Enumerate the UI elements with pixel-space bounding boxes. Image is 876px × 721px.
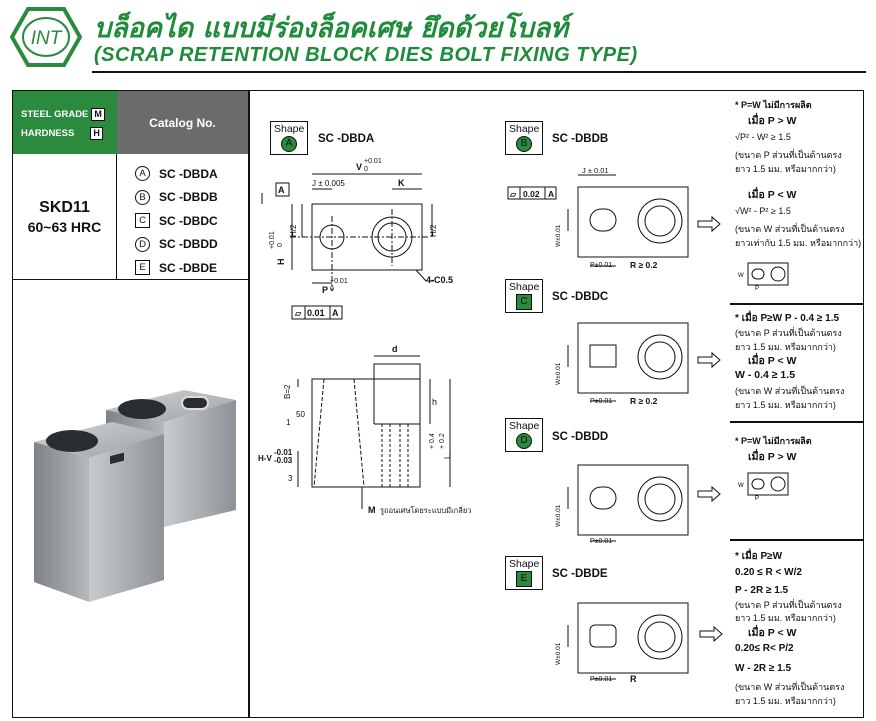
badge-b: B bbox=[135, 190, 150, 205]
shape-tag-c: Shape C bbox=[505, 279, 543, 313]
note-c2: (ขนาด P ส่วนที่เป็นด้านตรง bbox=[735, 328, 842, 338]
badge-c: C bbox=[135, 213, 150, 228]
catalog-item bbox=[135, 162, 218, 186]
catalog-item bbox=[135, 256, 218, 280]
catalog-header: Catalog No. bbox=[117, 91, 248, 154]
dim-l-tol1: + 0.4 bbox=[429, 433, 436, 449]
catalog-item bbox=[135, 186, 218, 210]
note-b9: ยาวเท่ากับ 1.5 มม. หรือมากกว่า) bbox=[735, 238, 862, 248]
dim-v-tol0: 0 bbox=[364, 166, 368, 173]
dim-one: 1 bbox=[286, 418, 291, 427]
dim-h-tol: +0.01 bbox=[269, 231, 276, 249]
dim-b-flat002: 0.02 bbox=[523, 189, 540, 199]
note-e9: (ขนาด W ส่วนที่เป็นด้านตรง bbox=[735, 682, 845, 692]
dim-p-tol0: 0 bbox=[330, 286, 334, 293]
catalog-item bbox=[135, 233, 218, 257]
block-front bbox=[34, 422, 164, 602]
shape-b-symbol: B bbox=[516, 136, 532, 152]
note-b5: ยาว 1.5 มม. หรือมากกว่า) bbox=[735, 164, 836, 174]
dim-e-w001: W±0.01 bbox=[555, 642, 562, 665]
note-c3: ยาว 1.5 มม. หรือมากกว่า) bbox=[735, 342, 836, 352]
drawing-e-body bbox=[578, 603, 688, 673]
note-e10: ยาว 1.5 มม. หรือมากกว่า) bbox=[735, 696, 836, 706]
dim-b-ref: A bbox=[548, 189, 555, 199]
drawings-area bbox=[250, 91, 730, 717]
note-e3: P - 2R ≥ 1.5 bbox=[735, 585, 789, 596]
product-photo bbox=[14, 282, 247, 716]
dim-h-small: h bbox=[432, 397, 438, 407]
dim-hv-tol1: -0.01 bbox=[274, 448, 293, 457]
steel-grade-box bbox=[13, 91, 117, 154]
note-e4: (ขนาด P ส่วนที่เป็นด้านตรง bbox=[735, 600, 842, 610]
catalog-item bbox=[135, 209, 218, 233]
steel-grade-tag: M bbox=[91, 108, 105, 121]
note-e1: * เมื่อ P≥W bbox=[735, 551, 783, 562]
catalog-code: SC -DBDE bbox=[159, 260, 218, 275]
badge-d: D bbox=[135, 237, 150, 252]
title-english: (SCRAP RETENTION BLOCK DIES BOLT FIXING TYPE) bbox=[94, 44, 638, 66]
mini-b-w: W bbox=[738, 273, 744, 279]
badge-a: A bbox=[135, 166, 150, 181]
dim-chamfer: 4-C0.5 bbox=[426, 275, 454, 285]
int-logo bbox=[10, 7, 82, 67]
arrow-b bbox=[698, 217, 720, 231]
dim-b-j001: J ± 0.01 bbox=[582, 166, 609, 175]
mini-d-w: W bbox=[738, 483, 744, 489]
dim-e-p001: P±0.01 bbox=[590, 676, 613, 683]
note-b3: √P² - W² ≥ 1.5 bbox=[735, 132, 791, 142]
dim-flat-ref: A bbox=[332, 308, 339, 318]
shape-c-code: SC -DBDC bbox=[552, 291, 609, 303]
drawing-b-body bbox=[578, 187, 688, 257]
dim-hv-tol2: -0.03 bbox=[274, 456, 293, 465]
dim-l-tol2: + 0.2 bbox=[439, 433, 446, 449]
catalog-code: SC -DBDD bbox=[159, 237, 218, 252]
mini-d-p: P bbox=[755, 496, 760, 501]
note-e8: W - 2R ≥ 1.5 bbox=[735, 663, 792, 674]
page-header bbox=[0, 0, 876, 78]
dim-b2: B=2 bbox=[283, 384, 292, 399]
dim-m: M bbox=[368, 505, 376, 515]
dim-p: P bbox=[322, 285, 329, 295]
shape-tag-e: Shape E bbox=[505, 556, 543, 590]
note-b8: (ขนาด W ส่วนที่เป็นด้านตรง bbox=[735, 224, 845, 234]
technical-drawings bbox=[250, 91, 730, 717]
dim-c-w001: W±0.01 bbox=[555, 362, 562, 385]
note-b7: √W² - P² ≥ 1.5 bbox=[735, 206, 791, 216]
dim-p-tol: +0.01 bbox=[330, 278, 348, 285]
arrow-d bbox=[698, 487, 720, 501]
shape-tag-a: Shape A bbox=[270, 121, 308, 155]
dim-v-tol: +0.01 bbox=[364, 158, 382, 165]
dim-m-note: รูถอนเศษโดยระแบบมีเกลียว bbox=[380, 506, 472, 515]
dim-k: K bbox=[398, 178, 405, 188]
dim-b-p001: P±0.01 bbox=[590, 262, 613, 269]
catalog-code: SC -DBDA bbox=[159, 166, 218, 181]
note-c7: ยาว 1.5 มม. หรือมากกว่า) bbox=[735, 400, 836, 410]
note-c1: * เมื่อ P≥W P - 0.4 ≥ 1.5 bbox=[735, 313, 840, 324]
note-e5: ยาว 1.5 มม. หรือมากกว่า) bbox=[735, 613, 836, 623]
drawing-c-body bbox=[578, 323, 688, 393]
material-name: SKD11 bbox=[39, 199, 90, 216]
material-cell bbox=[13, 154, 117, 280]
mini-diagram-d bbox=[736, 469, 796, 501]
dim-b-r02: R ≥ 0.2 bbox=[630, 260, 658, 270]
catalog-code: SC -DBDB bbox=[159, 190, 218, 205]
note-divider bbox=[730, 539, 864, 541]
note-c4: เมื่อ P < W bbox=[748, 355, 797, 367]
spec-header bbox=[13, 91, 248, 154]
arrow-e bbox=[700, 627, 722, 641]
dim-three: 3 bbox=[288, 474, 293, 483]
dim-d: d bbox=[392, 344, 398, 354]
note-b2: เมื่อ P > W bbox=[748, 115, 797, 127]
shape-tag-b: Shape B bbox=[505, 121, 543, 155]
hardness-value: 60~63 HRC bbox=[27, 219, 102, 235]
hardness-label: HARDNESS bbox=[21, 128, 75, 139]
dim-c-r02: R ≥ 0.2 bbox=[630, 396, 658, 406]
shape-a-symbol: A bbox=[281, 136, 297, 152]
badge-e: E bbox=[135, 260, 150, 275]
note-b1: * P=W ไม่มีการผลิต bbox=[735, 100, 812, 110]
header-rule bbox=[92, 71, 866, 73]
dim-v: V bbox=[356, 162, 363, 172]
note-e7: 0.20≤ R< P/2 bbox=[735, 643, 794, 654]
arrow-c bbox=[698, 353, 720, 367]
shape-b-code: SC -DBDB bbox=[552, 133, 609, 145]
mini-diagram-b bbox=[736, 259, 796, 291]
dim-ref-a: A bbox=[278, 185, 285, 195]
note-d2: เมื่อ P > W bbox=[748, 451, 797, 463]
shape-a-code: SC -DBDA bbox=[318, 133, 375, 145]
shape-c-symbol: C bbox=[516, 294, 532, 310]
shape-e-symbol: E bbox=[516, 571, 532, 587]
dim-e-r: R bbox=[630, 674, 637, 684]
logo-text: INT bbox=[30, 28, 62, 49]
title-thai: บล็อคได แบบมีร่องล็อคเศษ ยึดด้วยโบลท์ bbox=[94, 13, 569, 44]
note-divider bbox=[730, 421, 864, 423]
dim-flat001: 0.01 bbox=[307, 308, 325, 318]
dim-b-w001: W±0.01 bbox=[555, 224, 562, 247]
shape-e-code: SC -DBDE bbox=[552, 568, 608, 580]
dim-l: L bbox=[443, 454, 452, 459]
drawing-a-side-body bbox=[312, 379, 420, 487]
notes-column bbox=[730, 91, 864, 717]
svg-text:⏥: ⏥ bbox=[295, 309, 302, 318]
shape-d-symbol: D bbox=[516, 433, 532, 449]
catalog-list bbox=[135, 162, 218, 280]
svg-text:⏥: ⏥ bbox=[510, 190, 517, 199]
note-e2: 0.20 ≤ R < W/2 bbox=[735, 567, 802, 578]
spec-row bbox=[13, 154, 248, 280]
dim-h-tol0: 0 bbox=[277, 243, 284, 247]
dim-h2-right: H/2 bbox=[429, 224, 438, 237]
dim-hv: H-V bbox=[258, 454, 272, 463]
drawing-d-body bbox=[578, 465, 688, 535]
dim-c-p001: P±0.01 bbox=[590, 398, 613, 405]
dim-d-p001: P±0.01 bbox=[590, 538, 613, 545]
note-divider bbox=[730, 303, 864, 305]
catalog-code: SC -DBDC bbox=[159, 213, 218, 228]
dim-h: H bbox=[276, 258, 286, 265]
dim-h2-left: H/2 bbox=[289, 224, 298, 237]
dim-deg50: 50 bbox=[296, 410, 305, 419]
dim-j005: J ± 0.005 bbox=[312, 179, 345, 188]
dim-d-w001: W±0.01 bbox=[555, 504, 562, 527]
shape-d-code: SC -DBDD bbox=[552, 431, 609, 443]
note-d1: * P=W ไม่มีการผลิต bbox=[735, 436, 812, 446]
note-e6: เมื่อ P < W bbox=[748, 627, 797, 639]
shape-tag-d: Shape D bbox=[505, 418, 543, 452]
mini-b-p: P bbox=[755, 286, 760, 291]
steel-grade-label: STEEL GRADE bbox=[21, 109, 89, 120]
hardness-tag: H bbox=[90, 127, 103, 140]
note-c5: W - 0.4 ≥ 1.5 bbox=[735, 369, 796, 381]
note-b6: เมื่อ P < W bbox=[748, 189, 797, 201]
note-c6: (ขนาด W ส่วนที่เป็นด้านตรง bbox=[735, 386, 845, 396]
note-b4: (ขนาด P ส่วนที่เป็นด้านตรง bbox=[735, 150, 842, 160]
